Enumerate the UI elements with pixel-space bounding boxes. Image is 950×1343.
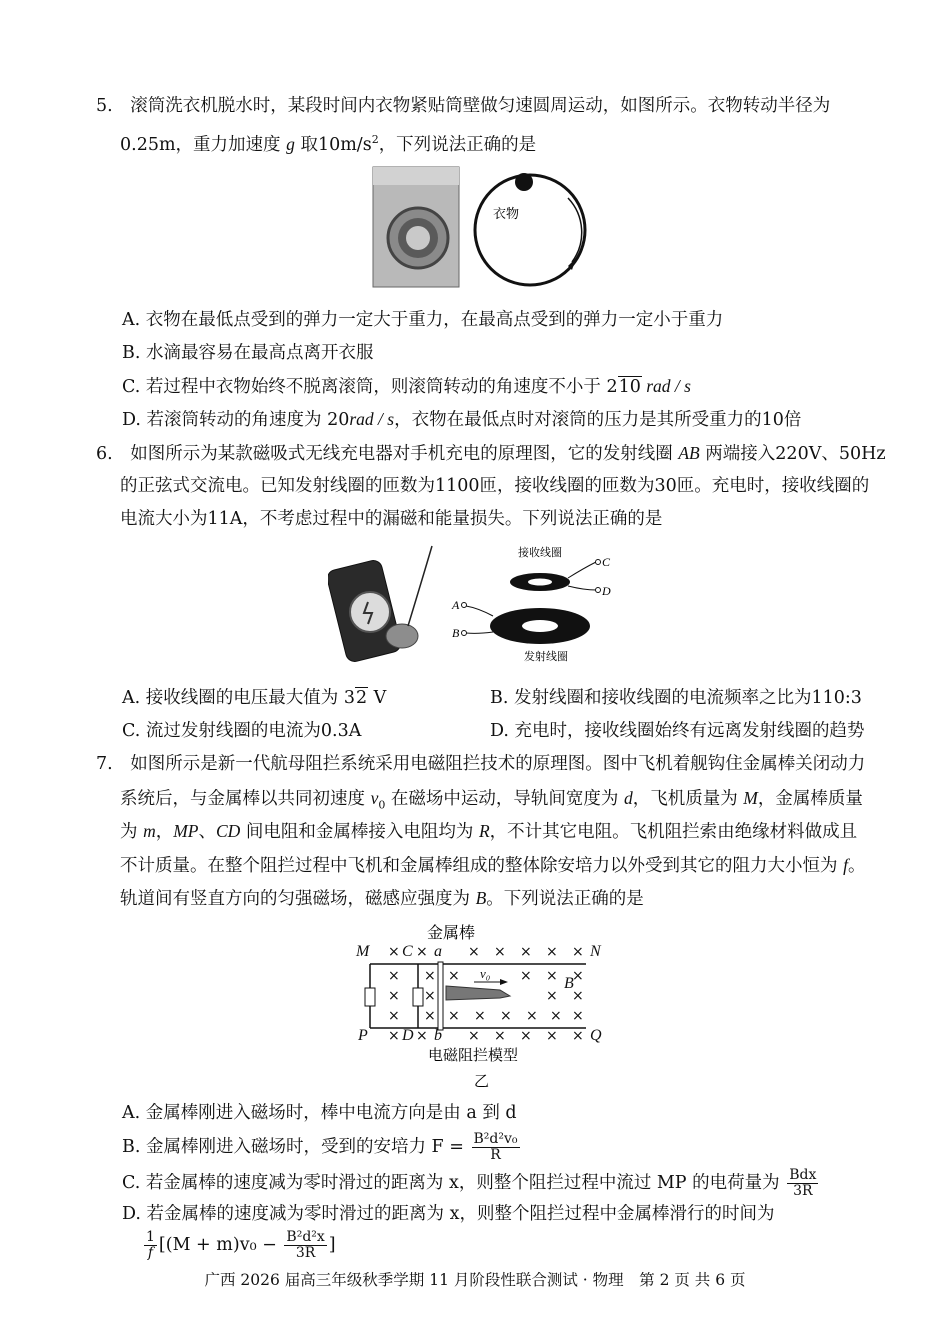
q5-option-c: C. 若过程中衣物始终不脱离滚筒，则滚筒转动的角速度不小于 210 rad / s xyxy=(122,376,691,397)
q7-option-d: D. 若金属棒的速度减为零时滑过的距离为 x，则整个阻拦过程中金属棒滑行的时间为 xyxy=(122,1204,775,1224)
svg-text:×: × xyxy=(500,1008,512,1024)
svg-text:×: × xyxy=(388,1028,400,1044)
svg-text:b: b xyxy=(434,1027,442,1044)
q5-number: 5. xyxy=(96,96,113,116)
q6-number: 6. xyxy=(96,444,113,464)
q7-line2: 系统后，与金属棒以共同初速度 $v_0$ 在磁场中运动，导轨间宽度为 d，飞机质量为 M，金属棒质量 xyxy=(120,788,863,812)
q7-line4: 不计质量。在整个阻拦过程中飞机和金属棒组成的整体除安培力以外受到其它的阻力大小恒为 f。 xyxy=(120,855,866,876)
transmitting-coil-label: 发射线圈 xyxy=(524,650,568,663)
svg-text:×: × xyxy=(448,968,460,984)
q7-option-d-formula: $\frac{1}{f}$ [(M + m)v₀ − $\frac{\text{B²d²x}}{3R}$ ] xyxy=(146,1229,336,1261)
q6-line3: 电流大小为11A，不考虑过程中的漏磁和能量损失。下列说法正确的是 xyxy=(120,509,663,529)
svg-text:×: × xyxy=(474,1008,486,1024)
clothes-label: 衣物 xyxy=(493,207,520,222)
svg-text:×: × xyxy=(468,944,480,960)
page-footer: 广西 2026 届高三年级秋季学期 11 月阶段性联合测试 · 物理 第 2 页 共 6 页 xyxy=(204,1271,746,1289)
svg-text:×: × xyxy=(546,944,558,960)
q5-option-b: B. 水滴最容易在最高点离开衣服 xyxy=(122,343,374,363)
svg-text:×: × xyxy=(546,988,558,1004)
q7-option-c: C. 若金属棒的速度减为零时滑过的距离为 x，则整个阻拦过程中流过 MP 的电荷量为 $\frac{\text{Bdx}}{3R}$ xyxy=(122,1167,817,1199)
svg-text:×: × xyxy=(494,944,506,960)
svg-text:×: × xyxy=(520,968,532,984)
q5-text1: 滚筒洗衣机脱水时，某段时间内衣物紧贴筒壁做匀速圆周运动，如图所示。衣物转动半径为 xyxy=(130,96,831,116)
svg-text:×: × xyxy=(550,1008,562,1024)
q5-figure xyxy=(372,166,592,290)
q6-line1: 6. 如图所示为某款磁吸式无线充电器对手机充电的原理图，它的发射线圈 AB 两端接入220V、50Hz xyxy=(96,443,886,464)
figure-sublabel: 乙 xyxy=(474,1072,490,1090)
q5-option-d: D. 若滚筒转动的角速度为 20rad / s，衣物在最低点时对滚筒的压力是其所受重力的10倍 xyxy=(122,409,802,430)
clothes-dot xyxy=(515,173,533,191)
drum-circle xyxy=(475,175,585,285)
svg-text:C: C xyxy=(602,555,611,569)
svg-text:B: B xyxy=(564,975,574,992)
metal-rod-title: 金属棒 xyxy=(427,923,476,942)
svg-text:P: P xyxy=(358,1027,368,1044)
svg-text:×: × xyxy=(388,1008,400,1024)
resistor-cd xyxy=(413,988,423,1006)
q6-line2: 的正弦式交流电。已知发射线圈的匝数为1100匝，接收线圈的匝数为30匝。充电时，接收线圈的 xyxy=(120,476,870,496)
svg-text:A: A xyxy=(452,598,460,612)
q6-option-b: B. 发射线圈和接收线圈的电流频率之比为110:3 xyxy=(490,688,862,708)
q5-option-a: A. 衣物在最低点受到的弹力一定大于重力，在最高点受到的弹力一定小于重力 xyxy=(122,310,724,330)
svg-text:×: × xyxy=(526,1008,538,1024)
svg-text:×: × xyxy=(388,944,400,960)
metal-rod xyxy=(438,962,443,1030)
plane-icon xyxy=(446,986,510,1000)
svg-text:×: × xyxy=(572,988,584,1004)
svg-text:×: × xyxy=(424,988,436,1004)
svg-text:×: × xyxy=(416,1028,428,1044)
q7-line1: 7. 如图所示是新一代航母阻拦系统采用电磁阻拦技术的原理图。图中飞机着舰钩住金属棒关闭动力 xyxy=(96,754,866,774)
q7-figure xyxy=(350,918,620,1098)
q6-option-a: A. 接收线圈的电压最大值为 32 V xyxy=(122,688,387,708)
svg-text:×: × xyxy=(520,944,532,960)
q5-line2: 0.25m，重力加速度 g 取$10m/s^2$，下列说法正确的是 xyxy=(120,133,537,155)
q7-number: 7. xyxy=(96,754,113,774)
svg-text:×: × xyxy=(448,1008,460,1024)
svg-text:×: × xyxy=(416,944,428,960)
svg-text:×: × xyxy=(572,944,584,960)
svg-text:D: D xyxy=(402,1027,414,1044)
svg-text:C: C xyxy=(402,943,413,960)
q7-option-a: A. 金属棒刚进入磁场时，棒中电流方向是由 a 到 d xyxy=(122,1103,517,1123)
figure-caption: 电磁阻拦模型 xyxy=(428,1046,519,1064)
q5-line1 xyxy=(96,94,830,118)
svg-text:M: M xyxy=(356,943,370,960)
svg-text:×: × xyxy=(546,968,558,984)
q7-option-b: B. 金属棒刚进入磁场时，受到的安培力 F = $\frac{\text{B²d²v₀}}{R}$ xyxy=(122,1131,518,1163)
svg-text:D: D xyxy=(602,584,611,598)
svg-text:N: N xyxy=(590,943,601,960)
q7-line5: 轨道间有竖直方向的匀强磁场，磁感应强度为 B。下列说法正确的是 xyxy=(120,888,644,909)
svg-text:a: a xyxy=(434,943,442,960)
svg-text:×: × xyxy=(572,1008,584,1024)
svg-text:×: × xyxy=(520,1028,532,1044)
svg-text:×: × xyxy=(388,968,400,984)
svg-text:v₀: v₀ xyxy=(480,966,491,981)
svg-text:×: × xyxy=(468,1028,480,1044)
svg-text:×: × xyxy=(424,968,436,984)
q7-line3: 为 m，MP、CD 间电阻和金属棒接入电阻均为 R，不计其它电阻。飞机阻拦索由绝缘材料做成且 xyxy=(120,821,858,842)
q6-option-d: D. 充电时，接收线圈始终有远离发射线圈的趋势 xyxy=(490,721,865,741)
receiving-coil-label: 接收线圈 xyxy=(518,546,562,559)
svg-text:Q: Q xyxy=(590,1027,602,1044)
svg-text:×: × xyxy=(494,1028,506,1044)
q6-figure xyxy=(328,540,628,668)
svg-text:×: × xyxy=(572,1028,584,1044)
svg-text:B: B xyxy=(452,626,460,640)
svg-text:×: × xyxy=(546,1028,558,1044)
svg-text:×: × xyxy=(388,988,400,1004)
resistor-mp xyxy=(365,988,375,1006)
svg-text:×: × xyxy=(424,1008,436,1024)
svg-text:×: × xyxy=(572,968,584,984)
q6-option-c: C. 流过发射线圈的电流为0.3A xyxy=(122,721,362,741)
